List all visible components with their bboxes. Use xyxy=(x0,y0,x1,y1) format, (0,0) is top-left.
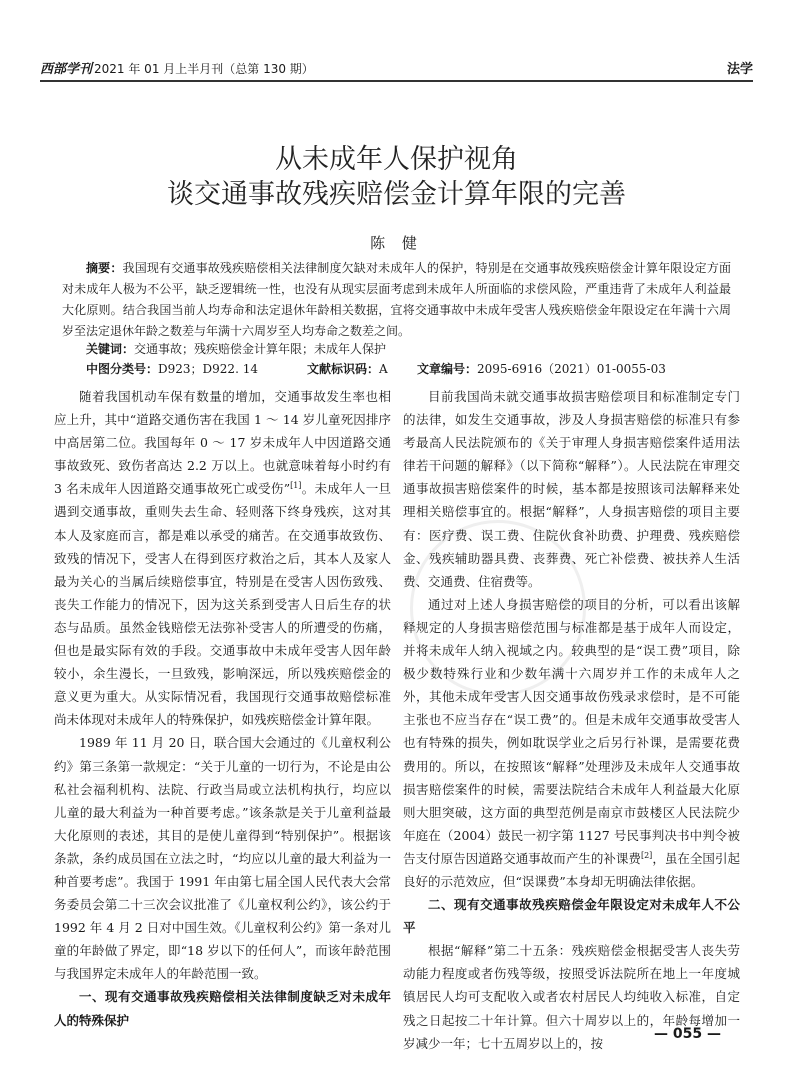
article-number xyxy=(417,359,666,379)
right-paragraph-2 xyxy=(403,593,740,893)
classification-line xyxy=(62,359,731,379)
section-label: 法学 xyxy=(726,62,753,77)
reference-2: [2] xyxy=(640,850,653,860)
right-paragraph-2-text: 通过对上述人身损害赔偿的项目的分析，可以看出该解释规定的人身损害赔偿范围与标准都是基于成年人而设定，并将未成年人纳入视域之内。较典型的是“误工费”项目，除极少数特殊行业和少数年满十六周岁并工作的未成年人之外，其他未成年受害人因交通事故伤残录求偿时，是不可能主张也不应当存在“误工费”的。但是未成年交通事故受害人也有特殊的损失，例如耽误学业之后另行补课，是需要花费费用的。所以，在按照该“解释”处理涉及未成年人交通事故损害赔偿案件的时候，需要法院结合未成年人利益最大化原则大胆突破，这方面的典型范例是南京市鼓楼区人民法院少年庭在（2004）鼓民一初字第 1127 号民事判决书中判令被告支付原告因道路交通事故而产生的补课费 xyxy=(403,596,740,866)
body-column-right xyxy=(403,385,740,1055)
left-paragraph-1-text: 随着我国机动车保有数量的增加，交通事故发生率也相应上升，其中“道路交通伤害在我国 1 ～ 14 岁儿童死因排序中高居第二位。我国每年 0 ～ 17 岁未成年人中因道路交通事故致死、致伤者高达 2.2 万以上。也就意味着每小时约有 3 名未成年人因道路交通事故死亡或受伤” xyxy=(54,389,391,497)
header-divider xyxy=(40,80,753,82)
body-column-left xyxy=(54,385,391,1032)
journal-name: 西部学刊 xyxy=(40,62,93,77)
article-number-value: 2095-6916（2021）01-0055-03 xyxy=(477,362,666,376)
left-paragraph-1 xyxy=(54,385,391,731)
keywords-text: 交通事故；残疾赔偿金计算年限；未成年人保护 xyxy=(134,342,387,356)
title-line-1: 从未成年人保护视角 xyxy=(275,144,518,175)
author-name: 陈 健 xyxy=(370,234,423,252)
right-paragraph-3: 根据“解释”第二十五条：残疾赔偿金根据受害人丧失劳动能力程度或者伤残等级，按照受诉法院所在地上一年度城镇居民人均可支配收入或者农村居民人均纯收入标准，自定残之日起按二十年计算。但六十周岁以上的，年龄每增加一岁减少一年；七十五周岁以上的，按 xyxy=(403,943,740,1051)
article-number-label: 文章编号： xyxy=(417,362,478,376)
left-paragraph-2: 1989 年 11 月 20 日，联合国大会通过的《儿童权利公约》第三条第一款规定：“关于儿童的一切行为，不论是由公私社会福利机构、法院、行政当局或立法机构执行，均应以儿童的最大利益为一种首要考虑。”该条款是关于儿童利益最大化原则的表述，其目的是使儿童得到“特别保护”。根据该条款，条约成员国在立法之时，“均应以儿童的最大利益为一种首要考虑”。我国于 1991 年由第七届全国人民代表大会常务委员会第二十三次会议批准了《儿童权利公约》，该公约于 1992 年 4 月 2 日对中国生效。《儿童权利公约》第一条对儿童的年龄做了界定，即“18 岁以下的任何人”，而该年龄范围与我国界定未成年人的年龄范围一致。 xyxy=(54,735,391,982)
doc-code-value: A xyxy=(379,362,388,376)
class-number-value: D923；D922. 14 xyxy=(158,362,258,376)
abstract-label: 摘要： xyxy=(86,261,123,275)
keywords xyxy=(62,339,731,359)
right-paragraph-1: 目前我国尚未就交通事故损害赔偿项目和标准制定专门的法律，如发生交通事故，涉及人身损害赔偿的标准只有参考最高人民法院颁布的《关于审理人身损害赔偿案件适用法律若干问题的解释》（以下简称“解释”）。人民法院在审理交通事故损害赔偿案件的时候，基本都是按照该司法解释来处理相关赔偿事宜的。根据“解释”，人身损害赔偿的项目主要有：医疗费、误工费、住院伙食补助费、护理费、残疾赔偿金、残疾辅助器具费、丧葬费、死亡补偿费、被扶养人生活费、交通费、住宿费等。 xyxy=(403,389,740,589)
reference-1: [1] xyxy=(290,481,302,491)
journal-info xyxy=(40,58,314,77)
class-number xyxy=(86,359,258,379)
keywords-label: 关键词： xyxy=(86,342,135,356)
section-heading-1: 一、现有交通事故残疾赔偿相关法律制度缺乏对未成年人的特殊保护 xyxy=(54,989,391,1028)
left-paragraph-1-cont: 。未成年人一旦遇到交通事故，重则失去生命、轻则落下终身残疾，这对其本人及家庭而言，都是难以承受的痛苦。在交通事故致伤、致残的情况下，受害人在得到医疗救治之后，其本人及家人最为关心的当属后续赔偿事宜，特别是在受害人因伤致残、丧失工作能力的情况下，因为这关系到受害人日后生存的状态与品质。虽然金钱赔偿无法弥补受害人的所遭受的伤痛，但也是最实际有效的手段。交通事故中未成年受害人因年龄较小，余生漫长，一旦致残，影响深远，所以残疾赔偿金的意义更为重大。从实际情况看，我国现行交通事故赔偿标准尚未体现对未成年人的特殊保护，如残疾赔偿金计算年限。 xyxy=(54,481,391,728)
class-number-label: 中图分类号： xyxy=(86,362,159,376)
right-paragraph-2-cont: ，虽在全国引起良好的示范效应，但“误课费”本身却无明确法律依据。 xyxy=(403,850,740,889)
doc-code-label: 文献标识码： xyxy=(307,362,380,376)
page-header xyxy=(40,58,753,80)
page-number: — 055 — xyxy=(654,1026,721,1042)
journal-issue: 2021 年 01 月上半月刊（总第 130 期） xyxy=(94,62,314,76)
title-line-2: 谈交通事故残疾赔偿金计算年限的完善 xyxy=(167,179,626,210)
abstract xyxy=(62,258,731,342)
section-heading-2: 二、现有交通事故残疾赔偿金年限设定对未成年人不公平 xyxy=(403,897,740,936)
doc-code xyxy=(307,359,388,379)
abstract-text: 我国现有交通事故残疾赔偿相关法律制度欠缺对未成年人的保护，特别是在交通事故残疾赔偿金计算年限设定方面对未成年人极为不公平，缺乏逻辑统一性，也没有从现实层面考虑到未成年人所面临的求偿风险，严重违背了未成年人利益最大化原则。结合我国当前人均寿命和法定退休年龄相关数据，宜将交通事故中未成年受害人残疾赔偿金年限设定在年满十六周岁至法定退休年龄之数差与年满十六周岁至人均寿命之数差之间。 xyxy=(62,261,731,338)
article-title xyxy=(0,142,793,212)
